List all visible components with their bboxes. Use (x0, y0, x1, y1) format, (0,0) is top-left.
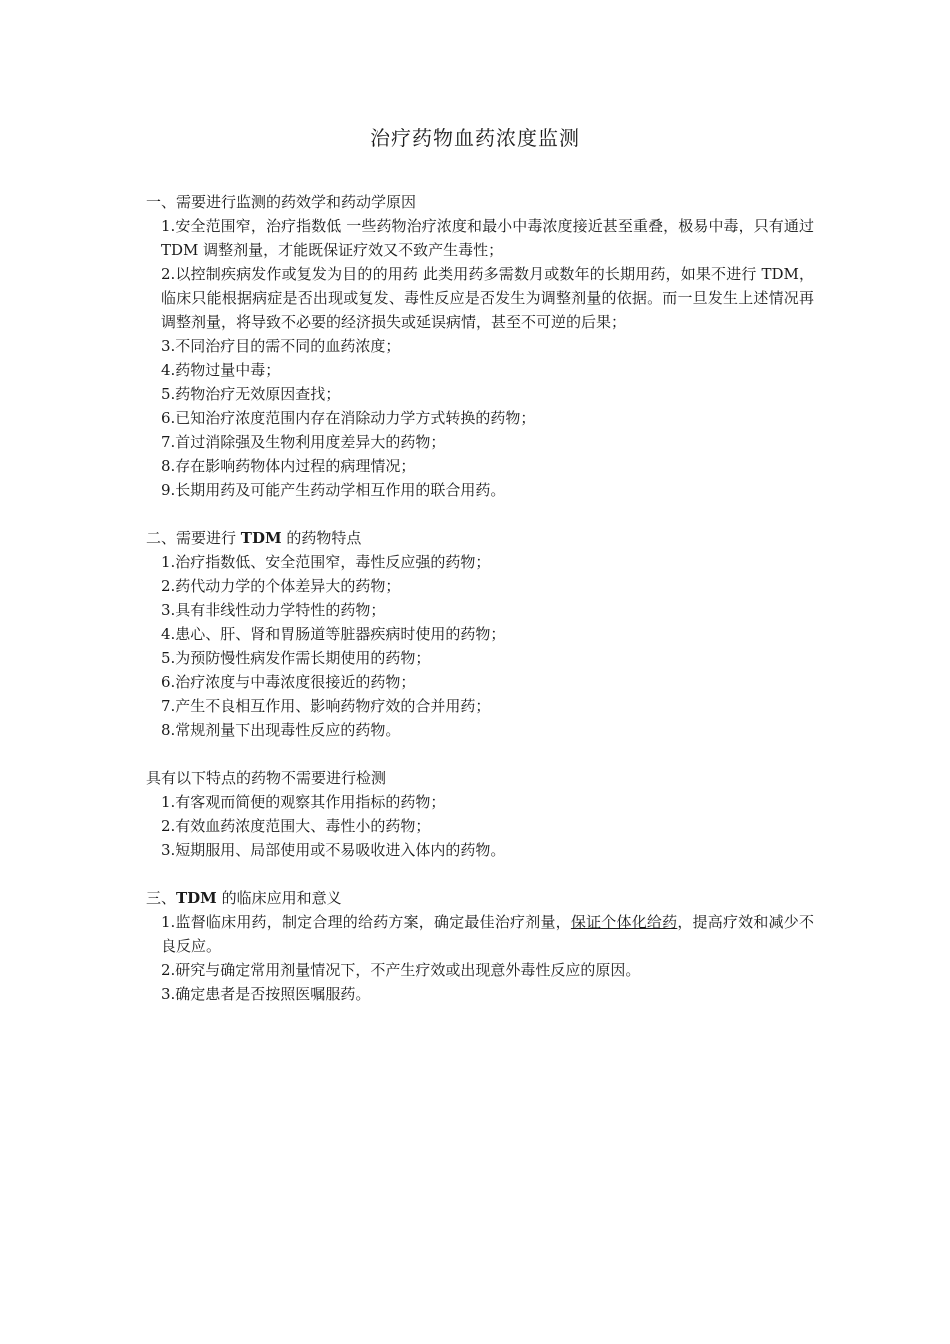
heading-text: 三、 (146, 889, 177, 907)
heading-text-suffix: 的临床应用和意义 (216, 889, 342, 907)
list-item: 3.短期服用、局部使用或不易吸收进入体内的药物。 (161, 841, 506, 859)
section-list (146, 550, 814, 742)
list-item: 2.药代动力学的个体差异大的药物； (161, 577, 401, 595)
section-heading (146, 886, 814, 910)
section-tdm-clinical-application (146, 886, 814, 1006)
heading-bold-term: TDM (176, 889, 217, 907)
heading-text-suffix: 的药物特点 (281, 529, 362, 547)
heading-bold-term: TDM (240, 529, 282, 547)
list-item: 5.药物治疗无效原因查找； (161, 385, 341, 403)
section-list (146, 910, 814, 1006)
underlined-phrase: 保证个体化给药 (570, 913, 678, 931)
item-text: 1.监督临床用药，制定合理的给药方案，确定最佳治疗剂量， (161, 913, 571, 931)
list-item: 4.药物过量中毒； (161, 361, 281, 379)
list-item: 1.安全范围窄，治疗指数低 一些药物治疗浓度和最小中毒浓度接近甚至重叠，极易中毒，只有通过 TDM 调整剂量，才能既保证疗效又不致产生毒性； (161, 217, 814, 259)
section-pharmacology-reasons (146, 190, 814, 502)
section-tdm-drug-features (146, 526, 814, 742)
list-item: 5.为预防慢性病发作需长期使用的药物； (161, 649, 431, 667)
heading-text: 具有以下特点的药物不需要进行检测 (146, 769, 387, 787)
list-item: 4.患心、肝、肾和胃肠道等脏器疾病时使用的药物； (161, 625, 506, 643)
list-item: 3.不同治疗目的需不同的血药浓度； (161, 337, 401, 355)
list-item: 2.有效血药浓度范围大、毒性小的药物； (161, 817, 431, 835)
list-item: 8.常规剂量下出现毒性反应的药物。 (161, 721, 401, 739)
section-heading (146, 190, 814, 214)
section-heading (146, 766, 814, 790)
document-title: 治疗药物血药浓度监测 (370, 126, 580, 150)
list-item: 7.产生不良相互作用、影响药物疗效的合并用药； (161, 697, 491, 715)
list-item: 6.已知治疗浓度范围内存在消除动力学方式转换的药物； (161, 409, 536, 427)
list-item: 7.首过消除强及生物利用度差异大的药物； (161, 433, 446, 451)
item-text-after: ，提高疗效和减少不良反应。 (161, 913, 814, 955)
list-item: 1.有客观而简便的观察其作用指标的药物； (161, 793, 446, 811)
list-item (146, 910, 814, 958)
list-item: 1.治疗指数低、安全范围窄，毒性反应强的药物； (161, 553, 491, 571)
section-no-monitoring-needed (146, 766, 814, 862)
list-item: 2.研究与确定常用剂量情况下，不产生疗效或出现意外毒性反应的原因。 (161, 961, 641, 979)
document-body (146, 190, 814, 1006)
heading-text: 一、需要进行监测的药效学和药动学原因 (146, 193, 417, 211)
list-item: 9.长期用药及可能产生药动学相互作用的联合用药。 (161, 481, 506, 499)
section-list (146, 214, 814, 502)
section-heading (146, 526, 814, 550)
list-item: 2.以控制疾病发作或复发为目的的用药 此类用药多需数月或数年的长期用药，如果不进行 TDM，临床只能根据病症是否出现或复发、毒性反应是否发生为调整剂量的依据。而一旦发生上述情况再调整剂量，将导致不必要的经济损失或延误病情，甚至不可逆的后果； (161, 265, 814, 331)
list-item: 6.治疗浓度与中毒浓度很接近的药物； (161, 673, 416, 691)
list-item: 8.存在影响药物体内过程的病理情况； (161, 457, 416, 475)
list-item: 3.确定患者是否按照医嘱服药。 (161, 985, 371, 1003)
heading-text: 二、需要进行 (146, 529, 241, 547)
list-item: 3.具有非线性动力学特性的药物； (161, 601, 386, 619)
section-list (146, 790, 814, 862)
